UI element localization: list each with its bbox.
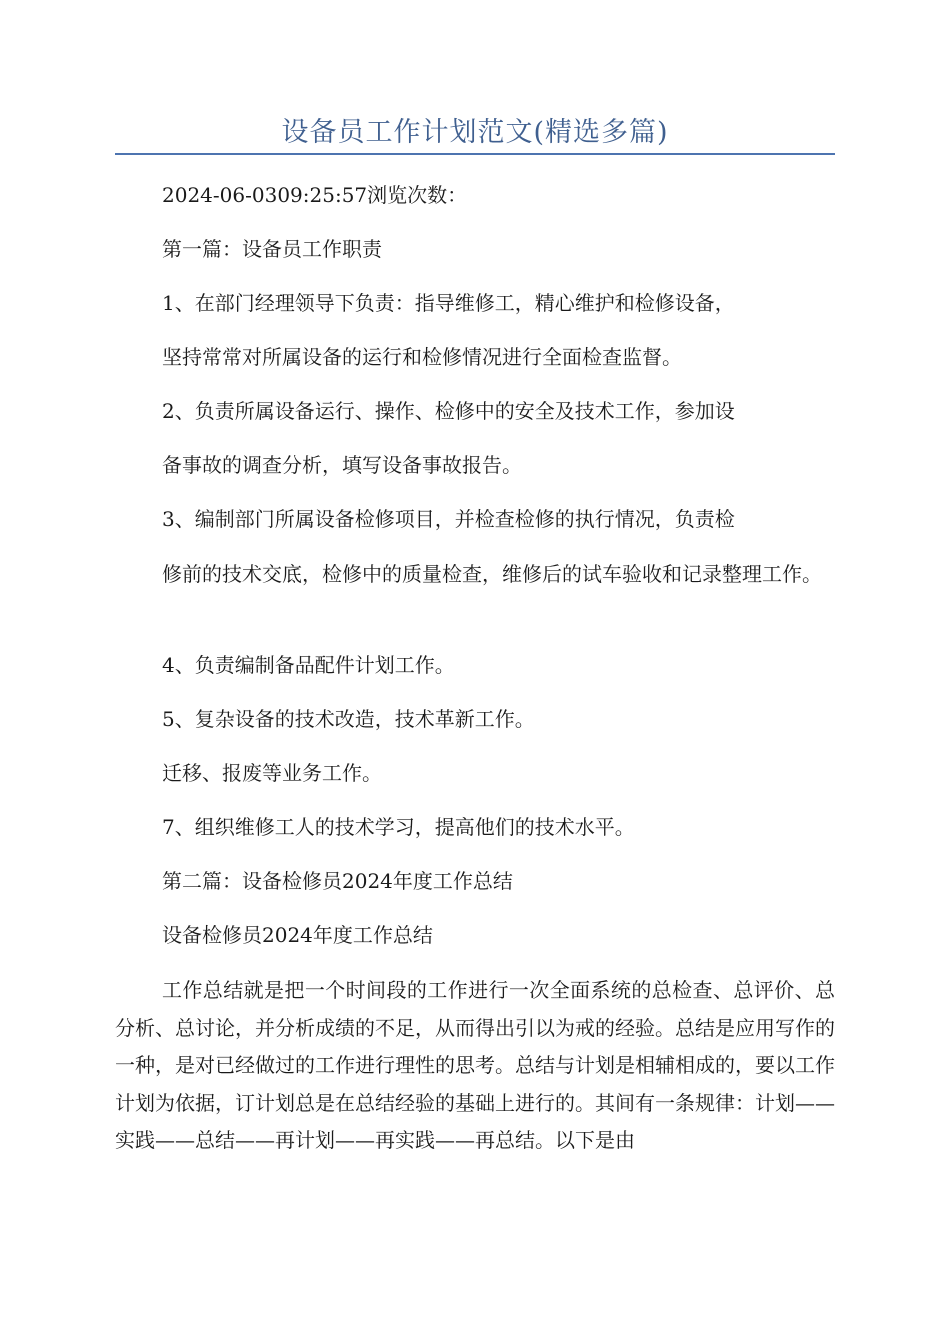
paragraph-summary: 工作总结就是把一个时间段的工作进行一次全面系统的总检查、总评价、总分析、总讨论，并分析成绩的不足，从而得出引以为戒的经验。总结是应用写作的一种，是对已经做过的工作进行理性的思考。总结与计划是相辅相成的，要以工作计划为依据，订计划总是在总结经验的基础上进行的。其间有一条规律：计划——实践——总结——再计划——再实践——再总结。以下是由 xyxy=(115,978,835,1152)
text-line: 7、组织维修工人的技术学习，提高他们的技术水平。 xyxy=(162,815,635,839)
text-line: 3、编制部门所属设备检修项目，并检查检修的执行情况，负责检 xyxy=(162,507,735,531)
section-heading-1: 第一篇：设备员工作职责 xyxy=(162,237,382,261)
title-underline xyxy=(115,153,835,155)
text-line: 备事故的调查分析，填写设备事故报告。 xyxy=(162,453,522,477)
meta-info: 2024-06-0309:25:57浏览次数： xyxy=(162,183,468,207)
text-line: 1、在部门经理领导下负责：指导维修工，精心维护和检修设备， xyxy=(162,291,735,315)
subheading: 设备检修员2024年度工作总结 xyxy=(162,923,433,947)
text-line: 坚持常常对所属设备的运行和检修情况进行全面检查监督。 xyxy=(162,345,682,369)
section-heading-2: 第二篇：设备检修员2024年度工作总结 xyxy=(162,869,513,893)
text-line: 2、负责所属设备运行、操作、检修中的安全及技术工作，参加设 xyxy=(162,399,735,423)
document-title: 设备员工作计划范文(精选多篇) xyxy=(281,117,669,148)
text-line: 5、复杂设备的技术改造，技术革新工作。 xyxy=(162,707,535,731)
text-line: 4、负责编制备品配件计划工作。 xyxy=(162,653,455,677)
text-line: 迁移、报废等业务工作。 xyxy=(162,761,382,785)
paragraph-repair: 修前的技术交底，检修中的质量检查，维修后的试车验收和记录整理工作。 xyxy=(162,562,822,586)
